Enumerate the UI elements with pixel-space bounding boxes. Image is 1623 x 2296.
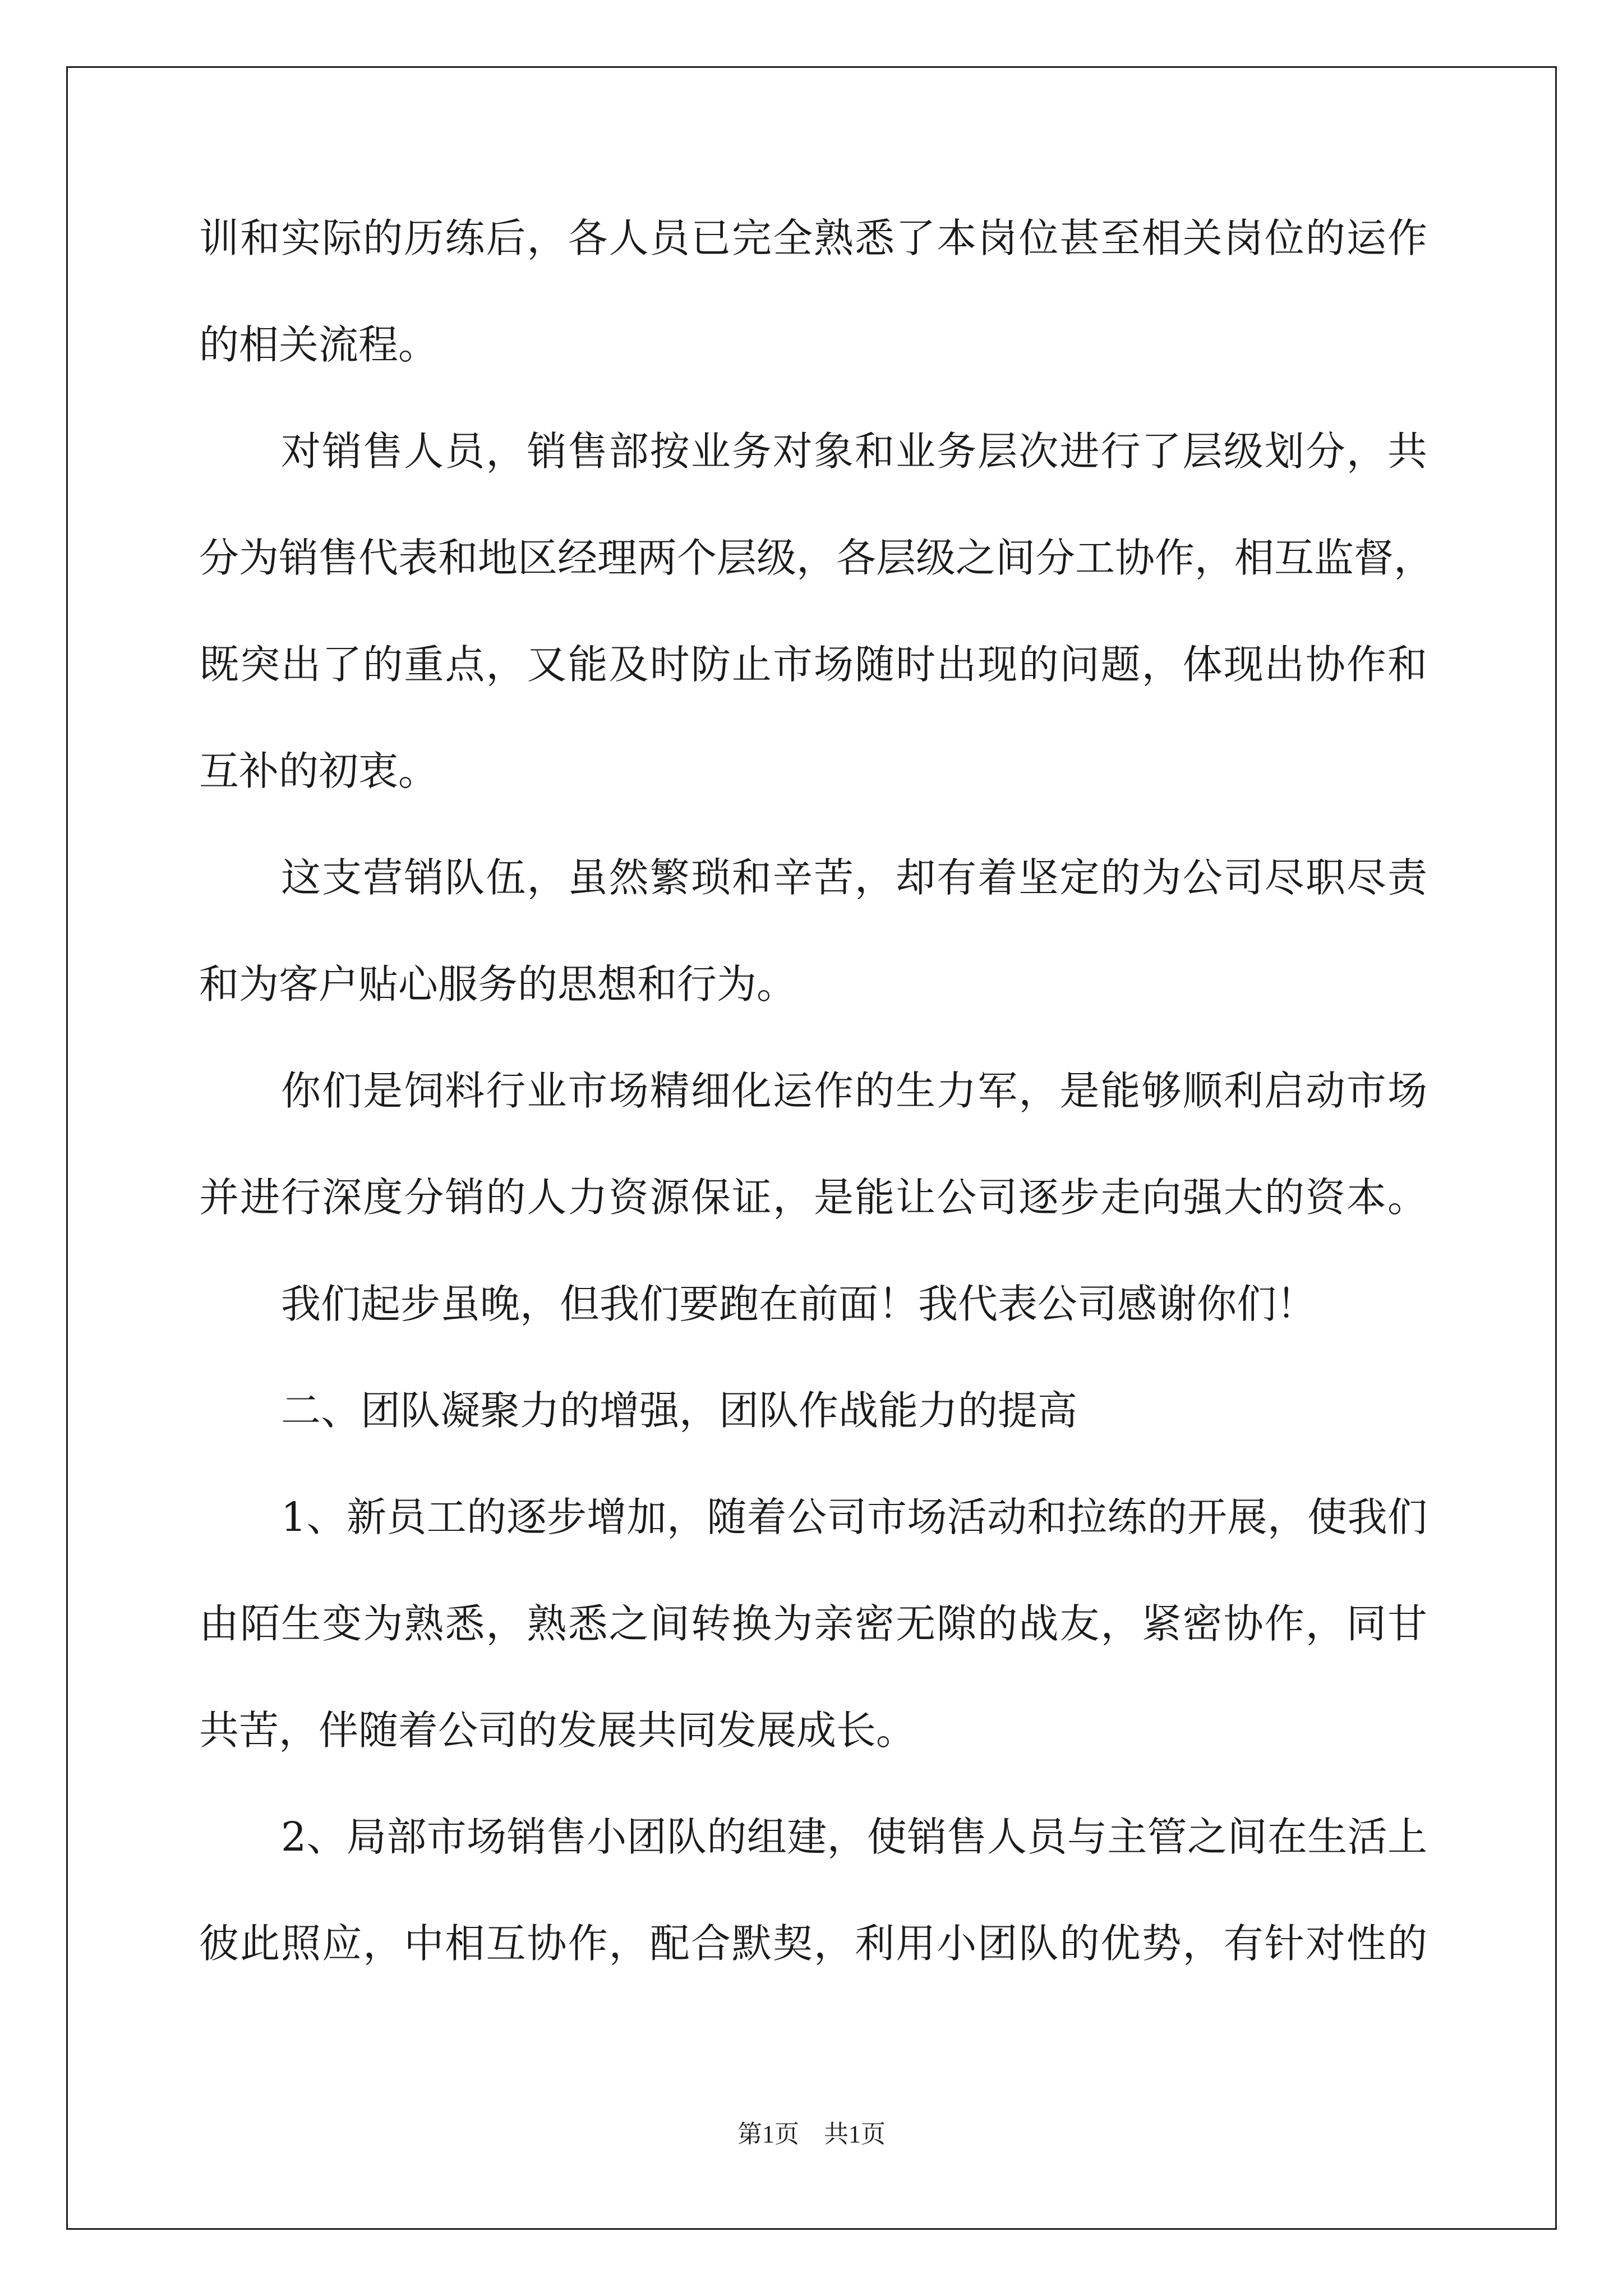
- section-heading: 二、团队凝聚力的增强，团队作战能力的提高: [281, 1387, 1078, 1434]
- text-line: 并进行深度分销的人力资源保证，是能让公司逐步走向强大的资本。: [199, 1174, 1427, 1221]
- paragraph-first-line: 你们是饲料行业市场精细化运作的生力军，是能够顺利启动市场: [281, 1068, 1427, 1114]
- text-line: 共苦，伴随着公司的发展共同发展成长。: [199, 1707, 916, 1754]
- text-line: 互补的初衷。: [199, 748, 439, 794]
- text-line: 和为客户贴心服务的思想和行为。: [199, 961, 797, 1007]
- paragraph-first-line: 这支营销队伍，虽然繁琐和辛苦，却有着坚定的为公司尽职尽责: [281, 854, 1427, 901]
- page-number-footer: 第1页 共1页: [737, 2120, 886, 2148]
- text-line: 分为销售代表和地区经理两个层级，各层级之间分工协作，相互监督，: [199, 535, 1434, 581]
- text-line: 训和实际的历练后，各人员已完全熟悉了本岗位甚至相关岗位的运作: [199, 215, 1427, 261]
- paragraph-first-line: 2、局部市场销售小团队的组建，使销售人员与主管之间在生活上: [281, 1814, 1427, 1860]
- text-line: 既突出了的重点，又能及时防止市场随时出现的问题，体现出协作和: [199, 641, 1427, 688]
- text-line: 由陌生变为熟悉，熟悉之间转换为亲密无隙的战友，紧密协作，同甘: [199, 1600, 1427, 1647]
- text-line: 的相关流程。: [199, 321, 439, 368]
- document-body: [199, 208, 1434, 2019]
- paragraph-first-line: 1、新员工的逐步增加，随着公司市场活动和拉练的开展，使我们: [281, 1494, 1427, 1540]
- text-line: 彼此照应，中相互协作，配合默契，利用小团队的优势，有针对性的: [199, 1920, 1427, 1967]
- paragraph-first-line: 我们起步虽晚，但我们要跑在前面！我代表公司感谢你们！: [281, 1281, 1317, 1327]
- paragraph-first-line: 对销售人员，销售部按业务对象和业务层次进行了层级划分，共: [281, 428, 1427, 475]
